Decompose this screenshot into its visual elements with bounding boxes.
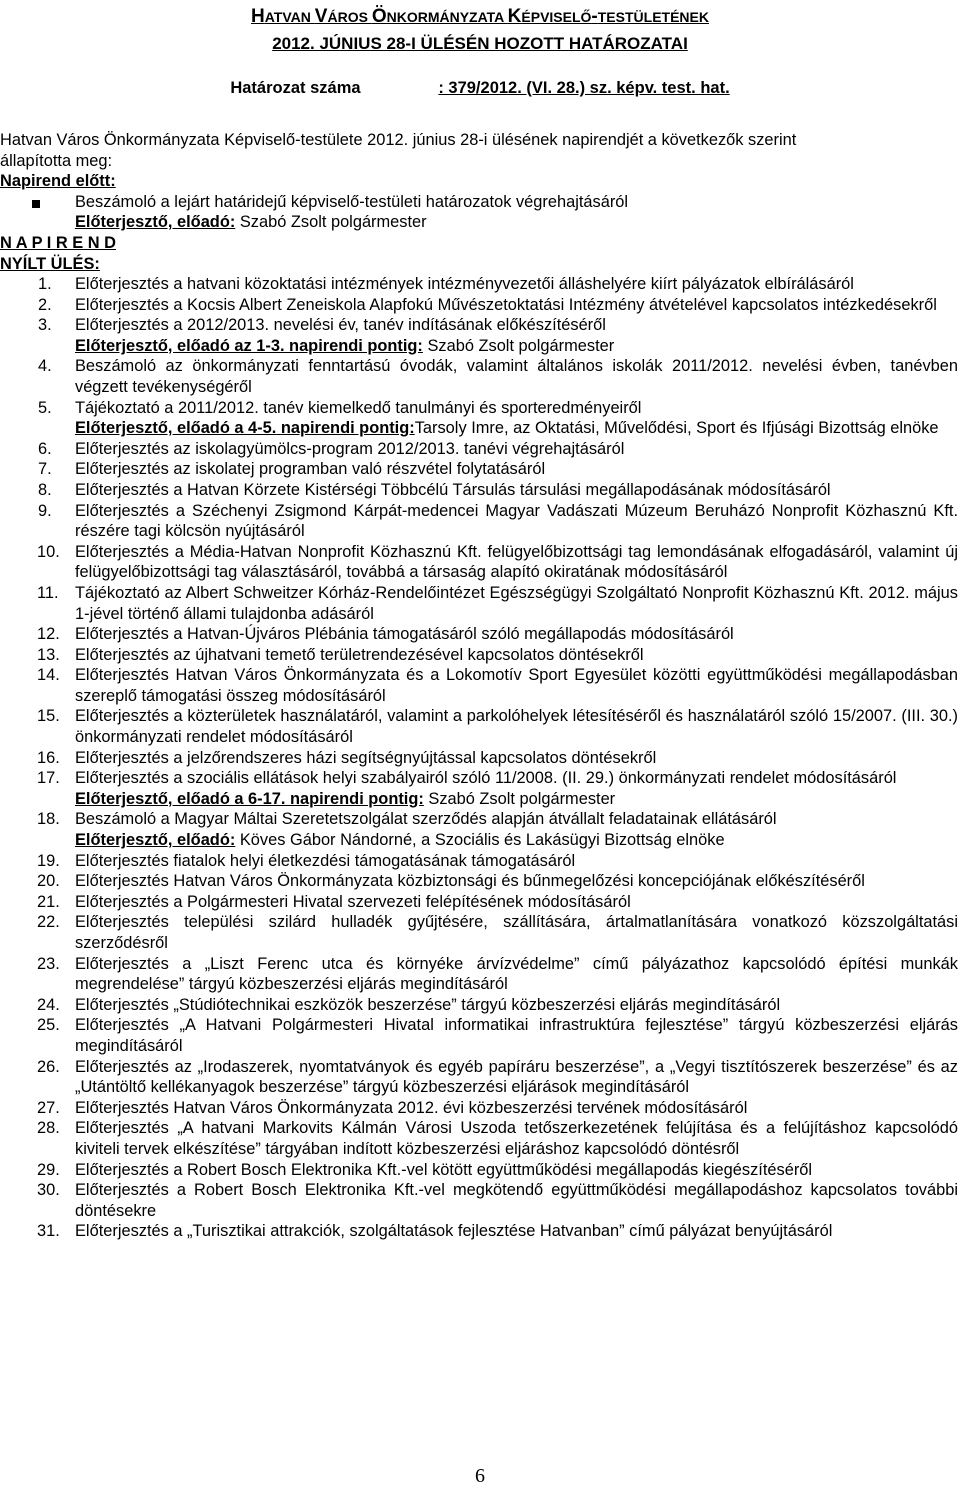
agenda-item-3: 3. Előterjesztés a 2012/2013. nevelési év, tanév indításának előkészítéséről Előterjesztő, előadó az 1-3. napirendi pontig: Szabó Zsolt polgármester <box>0 315 958 356</box>
presenter-note-18: Előterjesztő, előadó: Köves Gábor Nándorné, a Szociális és Lakásügyi Bizottság elnöke <box>75 831 725 850</box>
agenda-item-27: 27. Előterjesztés Hatvan Város Önkormányzata 2012. évi közbeszerzési tervének módosításáról <box>37 1098 748 1117</box>
bullet-square-icon <box>32 200 40 208</box>
agenda-item-16: 16. Előterjesztés a jelzőrendszeres házi segítségnyújtással kapcsolatos döntésekről <box>37 748 657 767</box>
pre-agenda-heading: Napirend előtt: <box>0 172 116 190</box>
agenda-item-9: 9. Előterjesztés a Széchenyi Zsigmond Kárpát-medencei Magyar Vadászati Múzeum Beruházó Nonprofit Közhasznú Kft. részére tagi kölcsön nyújtásáról <box>38 501 958 541</box>
presenter-note-6-17: Előterjesztő, előadó a 6-17. napirendi pontig: Szabó Zsolt polgármester <box>75 789 616 808</box>
agenda-item-31: 31. Előterjesztés a „Turisztikai attrakciók, szolgáltatások fejlesztése Hatvanban” című pályázat benyújtásáról <box>37 1222 833 1241</box>
presenter-note-4-5: Előterjesztő, előadó a 4-5. napirendi pontig:Tarsoly Imre, az Oktatási, Művelődési, Sport és Ifjúsági Bizottság elnöke <box>75 419 939 438</box>
agenda-item-20: 20. Előterjesztés Hatvan Város Önkormányzata közbiztonsági és bűnmegelőzési koncepciójának előkészítéséről <box>37 872 865 891</box>
agenda-item-1: 1. Előterjesztés a hatvani közoktatási intézmények intézményvezetői álláshelyére kiírt pályázatok elbírálásáról <box>38 275 854 293</box>
agenda-item-13: 13. Előterjesztés az újhatvani temető területrendezésével kapcsolatos döntésekről <box>37 645 644 664</box>
agenda-item-14: 14. Előterjesztés Hatvan Város Önkormányzata és a Lokomotív Sport Egyesület közötti együttműködési megállapodásban szereplő támogatási összeg módosításáról <box>37 666 958 705</box>
agenda-item-12: 12. Előterjesztés a Hatvan-Újváros Plébánia támogatásáról szóló megállapodás módosításáról <box>37 625 734 644</box>
document-subtitle: 2012. JÚNIUS 28-I ÜLÉSÉN HOZOTT HATÁROZATAI <box>272 34 688 53</box>
agenda-item-11: 11. Tájékoztató az Albert Schweitzer Kórház-Rendelőintézet Egészségügyi Szolgáltató Nonprofit Közhasznú Kft. 2012. május 1-jével történő állami tulajdonba adásáról <box>37 583 958 623</box>
agenda-list <box>0 274 960 1242</box>
pre-agenda-presenter: Előterjesztő, előadó: Szabó Zsolt polgármester <box>75 213 427 231</box>
agenda-item-19: 19. Előterjesztés fiatalok helyi életkezdési támogatásának támogatásáról <box>37 851 576 870</box>
intro-line-1: Hatvan Város Önkormányzata Képviselő-testülete 2012. június 28-i ülésének napirendjét a következők szerint <box>0 131 797 149</box>
agenda-item-15: 15. Előterjesztés a közterületek használatáról, valamint a parkolóhelyek létesítéséről és használatáról szóló 15/2007. (III. 30.) önkormányzati rendelet módosításáról <box>37 707 958 747</box>
agenda-item-8: 8. Előterjesztés a Hatvan Körzete Kistérségi Többcélú Társulás társulási megállapodásának módosításáról <box>38 480 831 499</box>
agenda-item-4: 4. Beszámoló az önkormányzati fenntartású óvodák, valamint általános iskolák 2011/2012. nevelési évben, tanévben végzett tevékenységéről <box>38 357 958 396</box>
intro-line-2: állapította meg: <box>0 152 113 170</box>
page-number: 6 <box>475 1465 485 1487</box>
agenda-item-22: 22. Előterjesztés települési szilárd hulladék gyűjtésére, szállítására, ártalmatlanítására vonatkozó közszolgáltatási szerződésről <box>37 913 958 952</box>
pre-agenda-item: Beszámoló a lejárt határidejű képviselő-testületi határozatok végrehajtásáról <box>75 193 629 211</box>
agenda-item-17: 17. Előterjesztés a szociális ellátások helyi szabályairól szóló 11/2008. (II. 29.) önkormányzati rendelet módosításáról Előterjesztő, előadó a 6-17. napirendi pontig: Szabó Zsolt polgármester <box>0 768 958 809</box>
agenda-item-5: 5. Tájékoztató a 2011/2012. tanév kiemelkedő tanulmányi és sporteredményeiről Előterjesztő, előadó a 4-5. napirendi pontig:Tarsoly Imre, az Oktatási, Művelődési, Sport és Ifjúsági Bizottság elnöke <box>0 398 958 439</box>
agenda-item-23: 23. Előterjesztés a „Liszt Ferenc utca és környéke árvízvédelme” című pályázathoz kapcsolódó építési munkák megrendelése” tárgyú közbeszerzési eljárás megindításáról <box>37 954 958 994</box>
resolution-number-label: Határozat száma <box>230 79 361 97</box>
document-title-text: HATVAN VÁROS ÖNKORMÁNYZATA KÉPVISELŐ-TESTÜLETÉNEK <box>251 6 709 27</box>
agenda-item-30: 30. Előterjesztés a Robert Bosch Elektronika Kft.-vel megkötendő együttműködési megállapodáshoz kapcsolatos további döntésekre <box>37 1181 958 1220</box>
agenda-item-2: 2. Előterjesztés a Kocsis Albert Zeneiskola Alapfokú Művészetoktatási Intézmény átvételével kapcsolatos intézkedésekről <box>38 295 937 314</box>
agenda-item-26: 26. Előterjesztés az „Irodaszerek, nyomtatványok és egyéb papíráru beszerzése”, a „Vegyi tisztítószerek beszerzése” és az „Utántöltő kellékanyagok beszerzése” tárgyú közbeszerzési eljárások megindításáról <box>37 1057 958 1097</box>
agenda-heading: N A P I R E N D <box>0 234 116 252</box>
agenda-item-29: 29. Előterjesztés a Robert Bosch Elektronika Kft.-vel kötött együttműködési megállapodás kiegészítéséről <box>37 1160 813 1179</box>
presenter-note-1-3: Előterjesztő, előadó az 1-3. napirendi pontig: Szabó Zsolt polgármester <box>75 336 615 355</box>
resolution-number <box>0 78 960 99</box>
agenda-item-25: 25. Előterjesztés „A Hatvani Polgármesteri Hivatal informatikai infrastruktúra fejlesztése” tárgyú közbeszerzési eljárás megindításáról <box>37 1016 958 1055</box>
agenda-item-7: 7. Előterjesztés az iskolatej programban való részvétel folytatásáról <box>38 460 546 479</box>
agenda-item-28: 28. Előterjesztés „A hatvani Markovits Kálmán Városi Uszoda tetőszerkezetének felújítása és a felújításhoz kapcsolódó kiviteli tervek elkészítése” tárgyában indított közbeszerzési eljáráshoz kapcsolódó döntésről <box>37 1119 958 1158</box>
agenda-item-18: 18. Beszámoló a Magyar Máltai Szeretetszolgálat szerződés alapján átvállalt feladatainak ellátásáról Előterjesztő, előadó: Köves Gábor Nándorné, a Szociális és Lakásügyi Bizottság elnöke <box>0 809 958 850</box>
document-title <box>0 6 960 28</box>
agenda-item-10: 10. Előterjesztés a Média-Hatvan Nonprofit Közhasznú Kft. felügyelőbizottsági tag lemondásának elfogadásáról, valamint új felügyelőbizottsági tag választásáról, továbbá a társaság alapító okiratának módosításáról <box>37 542 958 582</box>
agenda-item-24: 24. Előterjesztés „Stúdiótechnikai eszközök beszerzése” tárgyú közbeszerzési eljárás megindításáról <box>37 995 781 1014</box>
agenda-item-21: 21. Előterjesztés a Polgármesteri Hivatal szervezeti felépítésének módosításáról <box>37 892 631 911</box>
agenda-item-6: 6. Előterjesztés az iskolagyümölcs-program 2012/2013. tanévi végrehajtásáról <box>38 439 625 458</box>
resolution-number-value: : 379/2012. (VI. 28.) sz. képv. test. hat. <box>438 79 730 97</box>
open-session-heading: NYÍLT ÜLÉS: <box>0 255 100 273</box>
